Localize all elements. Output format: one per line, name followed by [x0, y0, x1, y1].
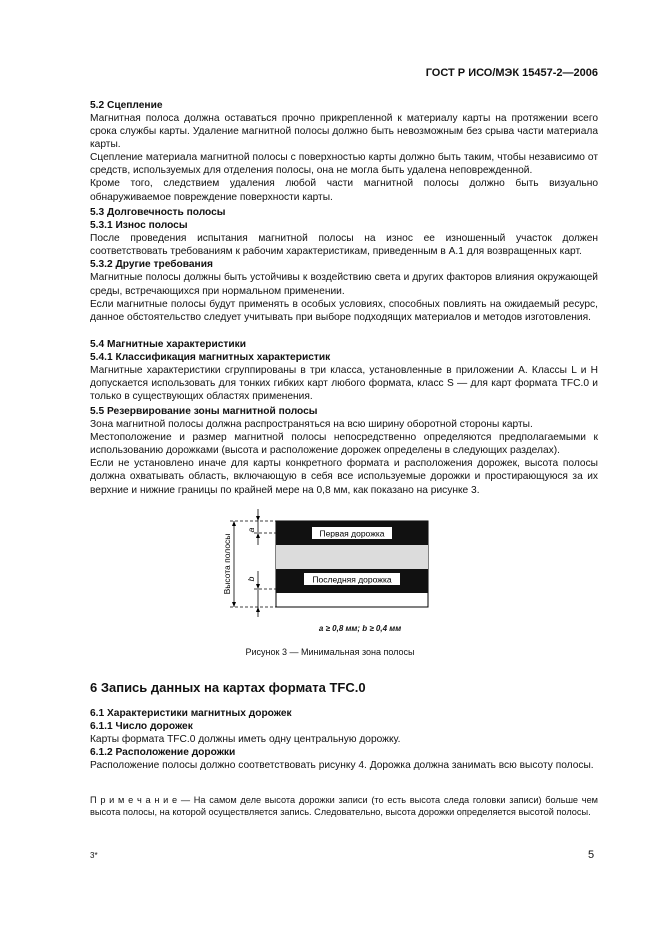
heading-6: 6 Запись данных на картах формата TFC.0 [90, 680, 366, 695]
heading-5-3-1: 5.3.1 Износ полосы [90, 220, 188, 232]
figure-3-formula: a ≥ 0,8 мм; b ≥ 0,4 мм [318, 624, 402, 633]
arrow-icon [256, 533, 260, 538]
section-5-5 [90, 405, 598, 497]
paragraph: Расположение полосы должно соответствовать рисунку 4. Дорожка должна занимать всю высоту полосы. [90, 760, 594, 772]
document-number: ГОСТ Р ИСО/МЭК 15457-2—2006 [425, 67, 598, 79]
last-track-label: Последняя дорожка [312, 574, 392, 585]
note [90, 794, 598, 818]
section-5-2-body [90, 112, 598, 204]
figure-3-caption: Рисунок 3 — Минимальная зона полосы [245, 647, 415, 657]
first-track-label: Первая дорожка [319, 528, 385, 539]
page-number: 5 [588, 849, 595, 861]
heading-6-1-2: 6.1.2 Расположение дорожки [90, 747, 236, 759]
paragraph: После проведения испытания магнитной полосы на износ ее изношенный участок должен соответствовать требованиям к рабочим характеристикам, приведенным в А.1 для возвращенных карт. [90, 233, 598, 258]
heading-6-1-1: 6.1.1 Число дорожек [90, 721, 193, 733]
heading-5-4: 5.4 Магнитные характеристики [90, 339, 247, 350]
paragraph: Если не установлено иначе для карты конкретного формата и расположения дорожек, высота полосы должна охватывать область, включающую в себя все используемые дорожки и простирающуюся за их верхние и нижние границы по крайней мере на 0,8 мм, как показано на рисунке 3. [90, 458, 598, 496]
note-text: — На самом деле высота дорожки записи (то есть высота следа головки записи) больше чем высота полосы, на которой осуществляется запись. Следовательно, высота дорожки определяется высотой полосы. [90, 795, 598, 817]
heading-6-1: 6.1 Характеристики магнитных дорожек [90, 708, 292, 719]
figure-3-diagram [200, 505, 450, 640]
heading-5-2: 5.2 Сцепление [90, 100, 163, 111]
paragraph: Кроме того, следствием удаления любой части магнитной полосы должно быть визуально обнаруживаемое повреждение поверхности карты. [90, 178, 598, 203]
heading-5-5: 5.5 Резервирование зоны магнитной полосы [90, 406, 318, 417]
heading-5-3-2: 5.3.2 Другие требования [90, 259, 213, 271]
section-6-1 [90, 707, 598, 772]
paragraph: Местоположение и размер магнитной полосы непосредственно определяются предполагаемыми к использованию дорожками (высота и расположение дорожек определены в следующих разделах). [90, 432, 598, 457]
paragraph: Сцепление материала магнитной полосы с поверхностью карты должно быть таким, чтобы независимо от средств, используемых для отделения полосы, она не могла быть удалена неповрежденной. [90, 152, 598, 177]
heading-5-3: 5.3 Долговечность полосы [90, 207, 226, 218]
label-a: a [246, 527, 256, 533]
paragraph: Магнитные полосы должны быть устойчивы к воздействию света и других факторов влияния окружающей среды, встречающихся при нормальном применении. [90, 272, 598, 297]
arrow-icon [232, 521, 236, 526]
section-5-4 [90, 338, 598, 403]
label-b: b [246, 576, 256, 582]
section-5-2 [90, 99, 598, 112]
footer-mark: 3* [90, 851, 98, 860]
paragraph: Магнитные характеристики сгруппированы в три класса, установленные в приложении А. Классы L и Н допускается использовать для тонких гибких карт любого формата, класс S — для карт формата TFC.0 и только в существующих областях применения. [90, 365, 598, 403]
arrow-icon [256, 516, 260, 521]
middle-band [276, 545, 428, 569]
paragraph: Магнитная полоса должна оставаться прочно прикрепленной к материалу карты на протяжении всего срока службы карты. Удаление магнитной полосы должно быть невозможным без срыва части материала карты. [90, 113, 598, 151]
arrow-icon [256, 607, 260, 612]
note-label: П р и м е ч а н и е [90, 795, 178, 805]
paragraph: Если магнитные полосы будут применять в особых условиях, способных повлиять на ожидаемый ресурс, данное обстоятельство следует учитывать при выборе подходящих материалов и методов изготовления. [90, 298, 598, 323]
stripe-height-label: Высота полосы [222, 533, 232, 595]
heading-5-4-1: 5.4.1 Классификация магнитных характеристик [90, 352, 331, 364]
arrow-icon [256, 584, 260, 589]
arrow-icon [232, 602, 236, 607]
paragraph: Зона магнитной полосы должна распространяться на всю ширину оборотной стороны карты. [90, 419, 533, 431]
paragraph: Карты формата TFC.0 должны иметь одну центральную дорожку. [90, 734, 401, 746]
section-5-3 [90, 206, 598, 324]
